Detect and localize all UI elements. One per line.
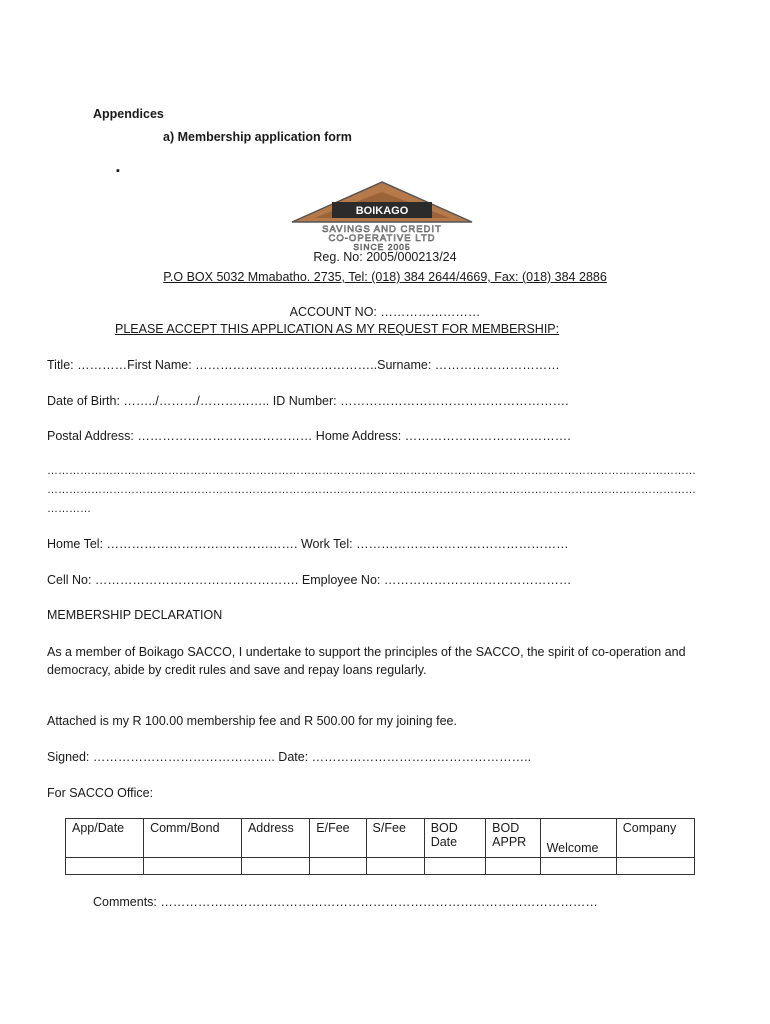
header-s-fee: S/Fee (366, 819, 424, 858)
cell-welcome[interactable] (540, 858, 616, 875)
account-number: ACCOUNT NO: …………………… (289, 305, 481, 319)
declaration-title: MEMBERSHIP DECLARATION (47, 608, 223, 622)
reg-number: Reg. No: 2005/000213/24 (313, 250, 457, 264)
header-company: Company (616, 819, 694, 858)
header-comm-bond: Comm/Bond (144, 819, 242, 858)
header-welcome: Welcome (540, 819, 616, 858)
cell-bod-appr[interactable] (486, 858, 540, 875)
declaration-text: As a member of Boikago SACCO, I undertake to support the principles of the SACCO, the spirit of co-operation and democracy, abide by credit rules and save and repay loans regularly. (47, 645, 686, 677)
cell-e-fee[interactable] (310, 858, 366, 875)
table-header-row (66, 819, 695, 858)
logo-line-2: CO-OPERATIVE LTD (328, 233, 436, 244)
header-bod-appr: BOD APPR (486, 819, 540, 858)
contact-address: P.O BOX 5032 Mmabatho. 2735, Tel: (018) 384 2644/4669, Fax: (018) 384 2886 (163, 270, 607, 284)
address-fields: Postal Address: …………………………………… Home Address: …………………………………. (47, 429, 571, 443)
address-dots-2: …………………………………………………………………………………………………………………………………………………………… (47, 484, 696, 496)
cell-employee-fields: Cell No: …………………………………………. Employee No: ……………………………………… (47, 573, 572, 587)
logo-line-3: SINCE 2005 (353, 242, 411, 252)
header-address: Address (241, 819, 309, 858)
cell-comm-bond[interactable] (144, 858, 242, 875)
membership-request: PLEASE ACCEPT THIS APPLICATION AS MY REQUEST FOR MEMBERSHIP: (115, 322, 560, 336)
address-dots-1: …………………………………………………………………………………………………………………………………………………………… (47, 465, 696, 477)
signature-date-line: Signed: …………………………………….. Date: …………………………………………….. (47, 750, 532, 764)
cell-app-date[interactable] (66, 858, 144, 875)
form-subheading: a) Membership application form (163, 130, 352, 144)
cell-company[interactable] (616, 858, 694, 875)
fee-statement: Attached is my R 100.00 membership fee and R 500.00 for my joining fee. (47, 714, 457, 728)
cell-s-fee[interactable] (366, 858, 424, 875)
telephone-fields: Home Tel: ………………………………………. Work Tel: …………………………………………… (47, 537, 569, 551)
name-fields: Title: …………First Name: ……………………………………..Surname: ………………………… (47, 358, 560, 372)
appendices-heading: Appendices (93, 107, 164, 121)
cell-bod-date[interactable] (424, 858, 485, 875)
logo-emblem-text: BOIKAGO (355, 205, 409, 217)
sacco-logo (262, 180, 502, 252)
dob-id-fields: Date of Birth: ……../………/…………….. ID Number: ………………………………………………. (47, 394, 569, 408)
cell-address[interactable] (241, 858, 309, 875)
address-dots-3: ………… (47, 503, 91, 515)
office-use-table (65, 818, 695, 875)
header-app-date: App/Date (66, 819, 144, 858)
header-e-fee: E/Fee (310, 819, 366, 858)
table-entry-row (66, 858, 695, 875)
office-use-label: For SACCO Office: (47, 786, 154, 800)
header-bod-date: BOD Date (424, 819, 485, 858)
comments-line: Comments: …………………………………………………………………………………………… (93, 895, 598, 909)
bullet-marker: ▪ (116, 165, 120, 177)
logo-line-1: SAVINGS AND CREDIT (322, 224, 442, 235)
